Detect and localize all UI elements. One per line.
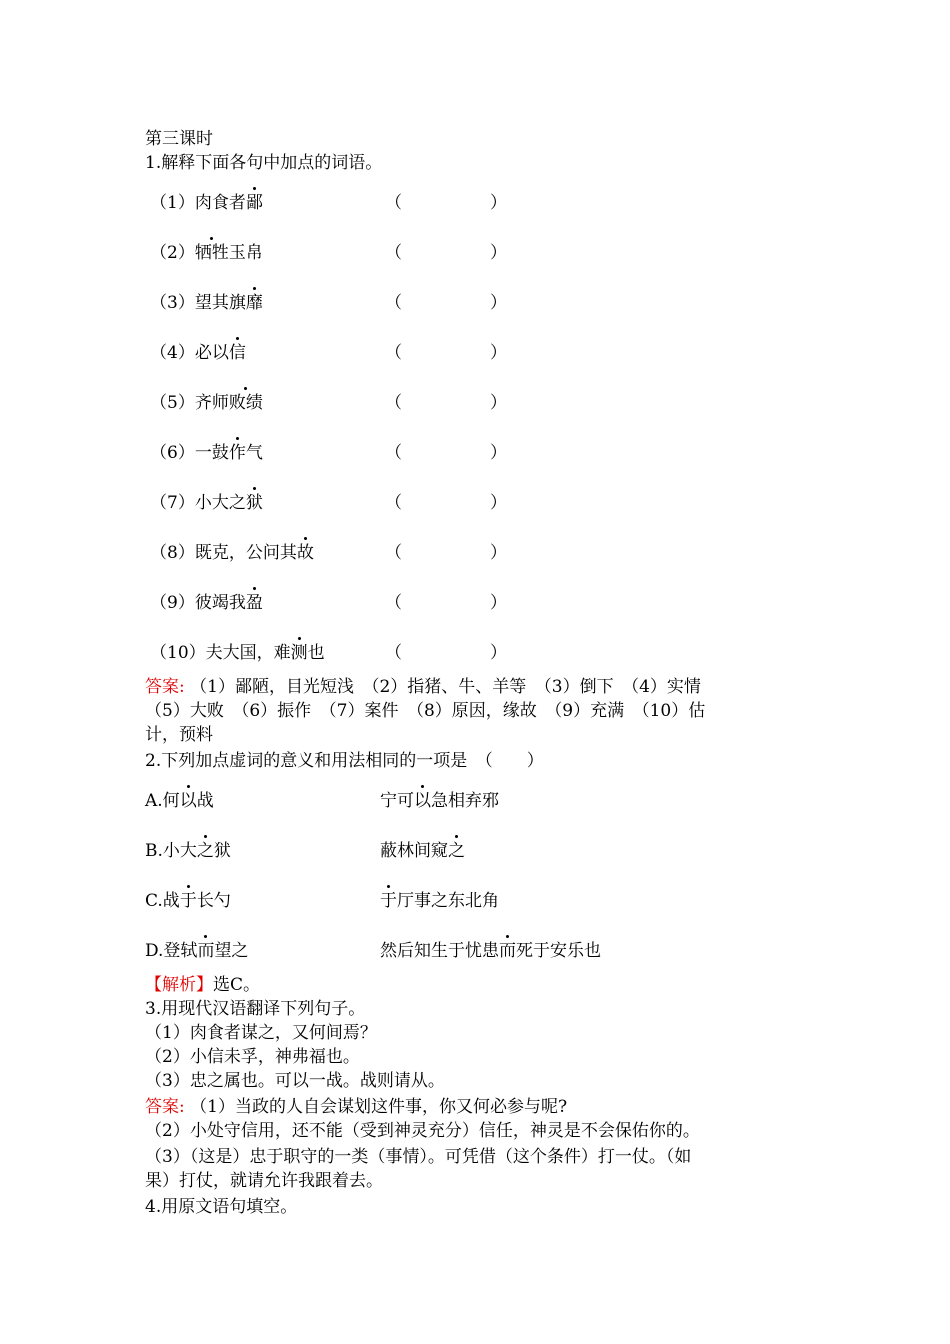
item-text-before: 彼竭我 xyxy=(194,593,246,613)
question-3-item-3: （3）忠之属也。可以一战。战则请从。 xyxy=(145,1071,445,1091)
answer-blank-open-paren: （ xyxy=(385,493,402,513)
option-text-after: 死于安乐也 xyxy=(516,941,601,961)
lesson-title: 第三课时 xyxy=(145,129,213,149)
analysis-text: 选C。 xyxy=(213,975,261,995)
dotted-word: 鄙 xyxy=(245,193,263,213)
option-text-before: D.登轼 xyxy=(145,941,198,961)
item-number: （6） xyxy=(150,443,195,463)
item-text-before: 肉食者 xyxy=(194,193,246,213)
dotted-word: 狱 xyxy=(245,493,263,513)
dotted-word: 靡 xyxy=(245,293,263,313)
dotted-word: 而 xyxy=(499,941,516,961)
question-1-item xyxy=(150,442,263,464)
item-text-after: 气 xyxy=(245,443,263,463)
item-text-before: 小大之 xyxy=(194,493,246,513)
question-3-answer-line-1 xyxy=(145,1096,567,1118)
option-left-phrase xyxy=(145,790,214,812)
question-1-item xyxy=(150,392,263,414)
dotted-word: 于 xyxy=(380,891,397,911)
answer-blank-close-paren: ） xyxy=(490,493,507,513)
option-text-before: B.小大 xyxy=(145,841,197,861)
option-right-phrase xyxy=(380,940,601,962)
answer-blank-open-paren: （ xyxy=(385,643,402,663)
question-3-item-1: （1）肉食者谋之，又何间焉？ xyxy=(145,1023,377,1043)
option-right-phrase xyxy=(380,890,499,912)
answer-blank-close-paren: ） xyxy=(490,443,507,463)
dotted-word: 之 xyxy=(196,841,214,861)
option-text-after: 厅事之东北角 xyxy=(397,891,499,911)
dotted-word: 故 xyxy=(296,543,314,563)
answer-blank-open-paren: （ xyxy=(385,443,402,463)
dotted-word: 以 xyxy=(179,791,197,811)
item-text-before: 齐师 xyxy=(194,393,229,413)
question-2-prompt: 2.下列加点虚词的意义和用法相同的一项是 （ ） xyxy=(145,751,544,771)
answer-label: 答案: xyxy=(145,1097,185,1117)
item-number: （5） xyxy=(150,393,195,413)
item-number: （9） xyxy=(150,593,195,613)
answer-text: （1）鄙陋，目光短浅 （2）指猪、牛、羊等 （3）倒下 （4）实情 xyxy=(190,677,701,697)
answer-blank-open-paren: （ xyxy=(385,543,402,563)
option-text-before: 然后知生于忧患 xyxy=(380,941,499,961)
answer-blank-open-paren: （ xyxy=(385,343,402,363)
question-1-answer-line-1 xyxy=(145,676,701,698)
item-number: （3） xyxy=(150,293,195,313)
question-1-item xyxy=(150,292,263,314)
question-1-prompt: 1.解释下面各句中加点的词语。 xyxy=(145,153,383,173)
item-text-before: 一鼓 xyxy=(194,443,229,463)
answer-blank-open-paren: （ xyxy=(385,393,402,413)
answer-blank-close-paren: ） xyxy=(490,543,507,563)
item-number: （8） xyxy=(150,543,195,563)
option-left-phrase xyxy=(145,840,231,862)
option-right-phrase xyxy=(380,790,499,812)
item-number: （1） xyxy=(150,193,195,213)
question-1-answer-line-3: 计，预料 xyxy=(145,725,213,745)
question-1-item xyxy=(150,592,263,614)
option-text-before: 宁可 xyxy=(380,791,414,811)
dotted-word: 而 xyxy=(197,941,215,961)
answer-blank-close-paren: ） xyxy=(490,343,507,363)
question-3-answer-line-3: （3）（这是）忠于职守的一类（事情）。可凭借（这个条件）打一仗。（如 xyxy=(145,1147,692,1167)
dotted-word: 牺牲 xyxy=(194,243,229,263)
question-1-item xyxy=(150,242,263,264)
option-right-phrase xyxy=(380,840,465,862)
question-3-prompt: 3.用现代汉语翻译下列句子。 xyxy=(145,999,366,1019)
dotted-word: 测 xyxy=(290,643,308,663)
question-3-answer-line-4: 果）打仗，就请允许我跟着去。 xyxy=(145,1171,383,1191)
answer-blank-close-paren: ） xyxy=(490,393,507,413)
question-1-item xyxy=(150,192,263,214)
dotted-word: 信 xyxy=(228,343,246,363)
answer-blank-open-paren: （ xyxy=(385,243,402,263)
question-3-answer-line-2: （2）小处守信用，还不能（受到神灵充分）信任，神灵是不会保佑你的。 xyxy=(145,1121,700,1141)
option-text-before: 蔽林间窥 xyxy=(380,841,448,861)
question-4-prompt: 4.用原文语句填空。 xyxy=(145,1197,298,1217)
option-text-before: C.战 xyxy=(145,891,180,911)
answer-blank-close-paren: ） xyxy=(490,193,507,213)
answer-blank-open-paren: （ xyxy=(385,593,402,613)
answer-blank-close-paren: ） xyxy=(490,643,507,663)
dotted-word: 于 xyxy=(179,891,197,911)
answer-text: （1）当政的人自会谋划这件事，你又何必参与呢? xyxy=(190,1097,568,1117)
option-text-after: 战 xyxy=(196,791,214,811)
question-1-item xyxy=(150,492,263,514)
analysis-label: 【解析】 xyxy=(145,975,213,995)
option-text-after: 长勺 xyxy=(196,891,231,911)
item-text-before: 夫大国，难 xyxy=(205,643,291,663)
answer-blank-open-paren: （ xyxy=(385,293,402,313)
item-text-after: 玉帛 xyxy=(228,243,263,263)
option-text-after: 狱 xyxy=(213,841,231,861)
question-1-item xyxy=(150,342,246,364)
dotted-word: 作 xyxy=(228,443,246,463)
dotted-word: 败绩 xyxy=(228,393,263,413)
question-3-item-2: （2）小信未孚，神弗福也。 xyxy=(145,1047,360,1067)
item-number: （4） xyxy=(150,343,195,363)
option-left-phrase xyxy=(145,940,248,962)
item-text-before: 既克，公问其 xyxy=(194,543,297,563)
item-text-after: 也 xyxy=(307,643,325,663)
dotted-word: 盈 xyxy=(245,593,263,613)
answer-blank-close-paren: ） xyxy=(490,293,507,313)
dotted-word: 之 xyxy=(448,841,465,861)
question-2-analysis xyxy=(145,974,260,996)
option-text-after: 望之 xyxy=(214,941,249,961)
answer-label: 答案: xyxy=(145,677,185,697)
item-number: （2） xyxy=(150,243,195,263)
item-number: （7） xyxy=(150,493,195,513)
option-text-before: A.何 xyxy=(145,791,180,811)
item-number: （10） xyxy=(150,643,206,663)
question-1-item xyxy=(150,542,314,564)
option-left-phrase xyxy=(145,890,231,912)
question-1-answer-line-2: （5）大败 （6）振作 （7）案件 （8）原因，缘故 （9）充满 （10）估 xyxy=(145,701,706,721)
option-text-after: 急相弃邪 xyxy=(431,791,499,811)
dotted-word: 以 xyxy=(414,791,431,811)
question-1-item xyxy=(150,642,325,664)
answer-blank-close-paren: ） xyxy=(490,593,507,613)
answer-blank-close-paren: ） xyxy=(490,243,507,263)
item-text-before: 必以 xyxy=(194,343,229,363)
answer-blank-open-paren: （ xyxy=(385,193,402,213)
item-text-before: 望其旗 xyxy=(194,293,246,313)
